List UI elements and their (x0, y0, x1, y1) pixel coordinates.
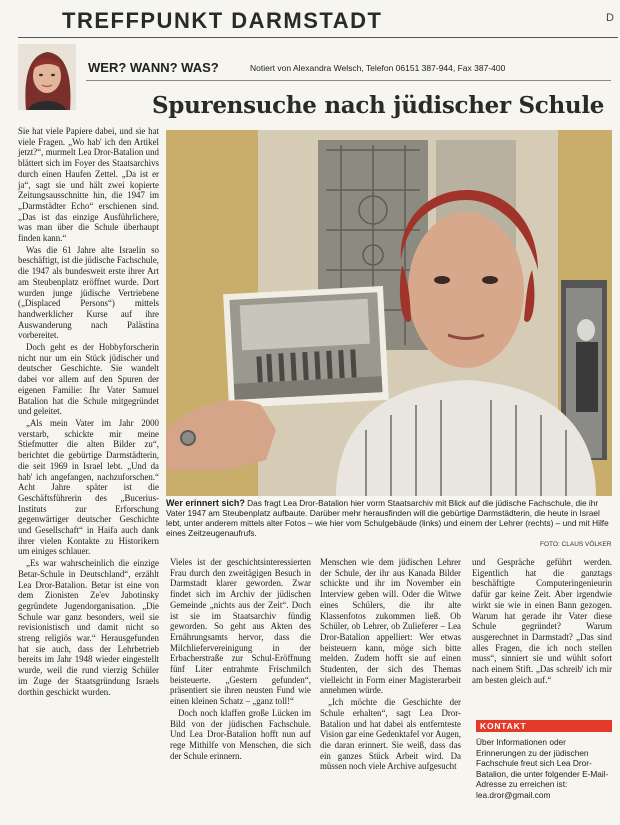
masthead-edge-letter: D (606, 12, 614, 24)
kicker-label: WER? WANN? WAS? (88, 60, 219, 75)
paragraph: Vieles ist der geschichtsinteressierten Frau durch den zweitägigen Besuch in Darmstadt klarer geworden. Zwar findet sich im Archiv der jüdischen Gemeinde „nichts aus der Zeit“. Doch ist sie im Staatsarchiv fündig geworden. So geht aus Akten des Ernährungsamts hervor, dass die Milchliefervereinigung in der Erbacherstraße zur Schul-Eröffnung fünf Liter entrahmte Frischmilch beisteuerte. „Gestern gefunden“, präsentiert sie ihren neusten Fund wie einen kleinen Schatz – „ganz toll!“ (170, 557, 311, 707)
paragraph: „Es war wahrscheinlich die einzige Betar-Schule in Deutschland“, erzählt Lea Dror-Batalion. Betar ist eine von dem Zionisten Ze'ev Jabotinsky gegründete Jugendorganisation. „Die Schule war ganz besonders, weil sie revisionistisch und damit nicht so streng religiös war.“ Herausgefunden hat sie auch, dass der Lehrbetrieb bereits im Jahr 1948 wieder eingestellt wurde, weil die rund vierzig Schüler im Zuge der Staatsgründung Israels dorthin geschickt wurden. (18, 558, 159, 697)
article-headline: Spurensuche nach jüdischer Schule (152, 92, 605, 119)
kicker-rule (86, 80, 611, 81)
article-column-4 (472, 557, 612, 686)
paragraph: Sie hat viele Papiere dabei, und sie hat viele Fragen. „Wo hab' ich den Artikel jetzt?“, murmelt Lea Dror-Batalion und blättert sich im Foyer des Staatsarchivs durch einen Haufen Zettel. „Da ist er ja“, sagt sie und hält zwei kopierte Zeitungsausschnitte hin, die 1947 im „Darmstädter Echo“ erschienen sind. „Das ist das einzige Ausführlichere, was man über die Schule überhaupt finden kann.“ (18, 126, 159, 244)
photo-credit: FOTO: CLAUS VÖLKER (540, 541, 612, 548)
kontakt-header: KONTAKT (476, 720, 612, 732)
section-masthead: TREFFPUNKT DARMSTADT (62, 8, 383, 33)
article-column-3 (320, 557, 461, 773)
paragraph: Was die 61 Jahre alte Israelin so beschäftigt, ist die jüdische Fachschule, die 1947 als bundesweit erste ihrer Art am Steubenplatz eröffnet wurde. Dort wurden junge jüdische Vertriebene („Displaced Persons“) mittels handwerklicher Kurse auf ihre Auswanderung nach Palästina vorbereitet. (18, 244, 159, 341)
kontakt-email[interactable]: lea.dror@gmail.com (476, 789, 551, 800)
article-column-2 (170, 557, 311, 762)
article-column-1 (18, 126, 159, 698)
masthead-rule (18, 37, 618, 38)
paragraph: „Als mein Vater im Jahr 2000 verstarb, schickte mir meine Stiefmutter die alten Bilder zu“, berichtet die gebürtige Darmstädterin, die seit 1969 in Israel lebt. „Und da hab' ich angefangen, nachzuforschen.“ Acht Jahre später ist die Geschäftsführerin des „Bucerius-Instituts zur Erforschung gegenwärtiger deutscher Geschichte und Gesellschaft“ in Haifa auch dank ihrer vielen Kontakte zu Historikern um einiges schlauer. (18, 417, 159, 557)
kicker-credit: Notiert von Alexandra Welsch, Telefon 06151 387-944, Fax 387-400 (250, 63, 506, 73)
author-avatar (18, 44, 76, 110)
caption-lead: Wer erinnert sich? (166, 498, 245, 508)
kontakt-box (476, 737, 612, 800)
article-photo (166, 130, 612, 496)
paragraph: Menschen wie dem jüdischen Lehrer der Schule, der ihr aus Kanada Bilder schickte und ihr im November ein Interview geben will. Oder die Witwe eines Schülers, die ihr alte Klassenfotos zukommen ließ. Ob Schüler, ob Lehrer, ob Zulieferer – Lea Dror-Batalion appelliert: Wer etwas beisteuern kann, möge sich bitte melden. Zudem hofft sie auf einen Studenten, der sich des Themas vielleicht in Form einer Magisterarbeit annehmen würde. (320, 557, 461, 696)
paragraph: und Gespräche geführt werden. Eigentlich hat die ganztags beschäftigte Computeringenieurin dafür gar keine Zeit. Aber irgendwie wirkt sie wie in einen Bann gezogen. Warum hat gerade ihr Vater diese Schule gegründet? Warum ausgerechnet in Darmstadt? „Das sind alles Fragen, die ich noch stellen muss“, sinniert sie und wühlt sofort nach einem Stift. „Das schreib' ich mir am besten gleich auf.“ (472, 557, 612, 685)
kontakt-text: Über Informationen oder Erinnerungen zu der jüdischen Fachschule freut sich Lea Dror-Batalion, die unter folgender E-Mail-Adresse zu erreichen ist: (476, 737, 609, 789)
paragraph: „Ich möchte die Geschichte der Schule erhalten“, sagt Lea Dror-Batalion und hat dabei als entfernteste Vision gar eine Gedenktafel vor Augen, die daran erinnert. Sie weiß, dass das ein ganzes Stück Arbeit wird. Da müssen noch viele Archive aufgesucht (320, 697, 461, 772)
caption-text: Das fragt Lea Dror-Batalion hier vorm Staatsarchiv mit Blick auf die jüdische Fachschule, die ihr Vater 1947 am Steubenplatz aufbaute. Darüber mehr herausfinden will die gebürtige Darmstädterin, die heute in Israel lebt, unter anderem mittels alter Fotos – wie hier vom Schulgebäude (links) und einem der Lehrer (rechts) – und mit Hilfe eines Zeitzeugenaufrufs. (166, 498, 609, 538)
photo-caption (166, 498, 612, 538)
paragraph: Doch geht es der Hobbyforscherin nicht nur um ein Stück jüdischer und deutscher Geschichte. Sie wandelt dabei vor allem auf den Spuren der eigenen Familie: Ihr Vater Samuel Batalion hat die Schule mitgegründet und geleitet. (18, 342, 159, 417)
paragraph: Doch noch klaffen große Lücken im Bild von der jüdischen Fachschule. Und Lea Dror-Batalion hofft nun auf rege Mithilfe von Menschen, die sich der Schule erinnern. (170, 707, 311, 761)
